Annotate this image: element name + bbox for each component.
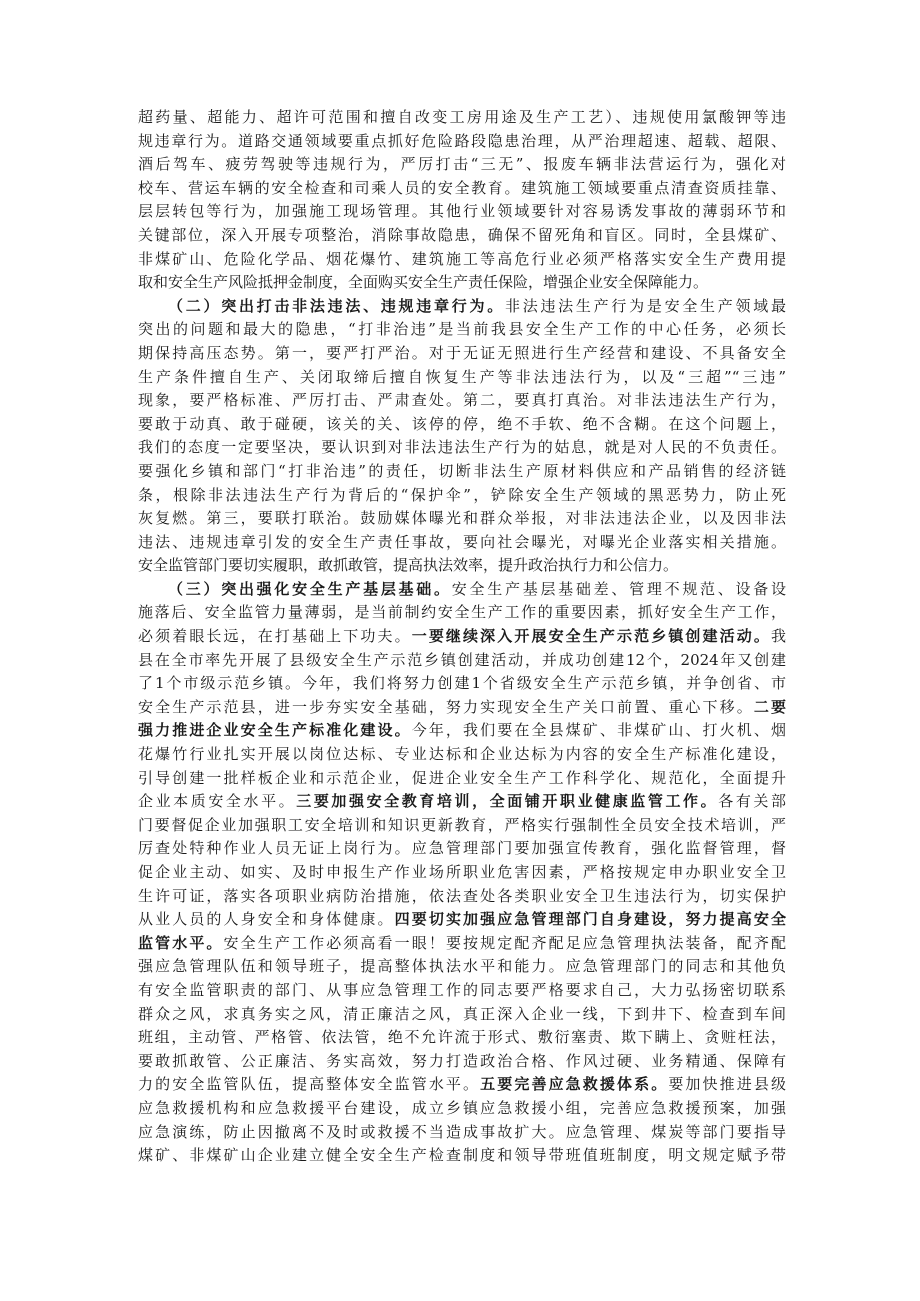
bold-run: 二要 <box>753 697 786 716</box>
text-line: 应急演练，防止因撤离不及时或救援不当造成事故扩大。应急管理、煤炭等部门要指导 <box>138 1122 786 1141</box>
text-line: 引导创建一批样板企业和示范企业，促进企业安全生产工作科学化、规范化，全面提升 <box>138 768 786 787</box>
text-line: 门要督促企业加强职工安全培训和知识更新教育，严格实行强制性全员安全技术培训，严 <box>138 815 786 834</box>
text-line: 安全监管部门要切实履职，敢抓敢管，提高执法效率，提升政治执行力和公信力。 <box>138 556 679 575</box>
text-line: 现象，要严格标准、严厉打击、严肃查处。第二，要真打真治。对非法违法生产行为， <box>138 391 786 410</box>
text-line: 超药量、超能力、超许可范围和擅自改变工房用途及生产工艺）、违规使用氯酸钾等违 <box>138 108 786 126</box>
text-line: 要敢抓敢管、公正廉洁、务实高效，努力打造政治合格、作风过硬、业务精通、保障有 <box>138 1051 786 1070</box>
bold-run: 四要切实加强应急管理部门自身建设，努力提高安全 <box>394 910 786 929</box>
text-run: 各有关部 <box>718 792 786 811</box>
text-line: 应急救援机构和应急救援平台建设，成立乡镇应急救援小组，完善应急救援预案，加强 <box>138 1098 786 1117</box>
bold-run: 强力推进企业安全生产标准化建设。 <box>138 721 412 740</box>
text-line <box>138 908 786 932</box>
text-line: 有安全监管职责的部门、从事应急管理工作的同志要严格要求自己，大力弘扬密切联系 <box>138 980 786 999</box>
text-run: 安全生产基层基础差、管理不规范、设备设 <box>451 579 786 598</box>
text-line <box>138 696 786 720</box>
text-line <box>138 719 786 743</box>
text-run: 企业本质安全水平。 <box>138 792 297 811</box>
bold-run: 监管水平。 <box>138 933 224 952</box>
text-line <box>138 1073 786 1097</box>
text-line: 生许可证，落实各项职业病防治措施，依法查处各类职业安全卫生违法行为，切实保护 <box>138 886 786 905</box>
paragraph-1 <box>138 106 786 295</box>
text-line: 规违章行为。道路交通领域要重点抓好危险路段隐患治理，从严治理超速、超载、超限、 <box>138 131 786 150</box>
paragraph-2 <box>138 295 786 578</box>
text-line: 校车、营运车辆的安全检查和司乘人员的安全教育。建筑施工领域要重点清查资质挂靠、 <box>138 178 786 197</box>
text-line: 非煤矿山、危险化学品、烟花爆竹、建筑施工等高危行业必须严格落实安全生产费用提 <box>138 249 786 268</box>
bold-run: 三要加强安全教育培训，全面铺开职业健康监管工作。 <box>296 792 719 811</box>
text-line: 强应急管理队伍和领导班子，提高整体执法水平和能力。应急管理部门的同志和其他负 <box>138 957 786 976</box>
text-line: 促企业主动、如实、及时申报生产作业场所职业危害因素，严格按规定申办职业安全卫 <box>138 863 786 881</box>
bold-run: 五要完善应急救援体系。 <box>480 1075 669 1094</box>
section-heading: （二）突出打击非法违法、违规违章行为。 <box>168 296 505 315</box>
text-run: 要加快推进县级 <box>668 1075 786 1094</box>
text-line: 期保持高压态势。第一，要严打严治。对于无证无照进行生产经营和建设、不具备安全 <box>138 343 786 362</box>
text-run: 非法违法生产行为是安全生产领域最 <box>504 296 786 315</box>
text-line: 县在全市率先开展了县级安全生产示范乡镇创建活动，并成功创建12个，2024年又创建 <box>138 650 786 669</box>
text-line <box>138 295 786 319</box>
text-line: 厉查处特种作业人员无证上岗行为。应急管理部门要加强宣传教育，强化监督管理，督 <box>138 839 786 858</box>
text-line: 我们的态度一定要坚决，要认识到对非法违法生产行为的姑息，就是对人民的不负责任。 <box>138 438 786 457</box>
text-line: 要强化乡镇和部门“打非治违”的责任，切断非法生产原材料供应和产品销售的经济链 <box>138 461 786 480</box>
text-line: 施落后、安全监管力量薄弱，是当前制约安全生产工作的重要因素，抓好安全生产工作， <box>138 603 786 622</box>
text-line: 煤矿、非煤矿山企业建立健全安全生产检查制度和领导带班值班制度，明文规定赋予带 <box>138 1146 786 1165</box>
text-run: 我 <box>770 627 786 646</box>
text-line <box>138 578 786 602</box>
text-line: 突出的问题和最大的隐患，“打非治违”是当前我县安全生产工作的中心任务，必须长 <box>138 320 786 339</box>
text-run: 力的安全监管队伍，提高整体安全监管水平。 <box>138 1075 481 1094</box>
paragraph-3 <box>138 578 786 1168</box>
text-line <box>138 932 786 956</box>
text-run: 必须着眼长远，在打基础上下功夫。 <box>138 627 412 646</box>
text-line: 灰复燃。第三，要联打联治。鼓励媒体曝光和群众举报，对非法违法企业，以及因非法 <box>138 509 786 528</box>
text-line: 违法、违规违章引发的安全生产责任事故，要向社会曝光，对曝光企业落实相关措施。 <box>138 532 786 551</box>
text-run: 安全生产工作必须高看一眼！要按规定配齐配足应急管理执法装备，配齐配 <box>223 933 786 952</box>
text-line <box>138 790 786 814</box>
text-line: 班组，主动管、严格管、依法管，绝不允许流于形式、敷衍塞责、欺下瞒上、贪赃枉法， <box>138 1028 786 1047</box>
text-line: 生产条件擅自生产、关闭取缔后擅自恢复生产等非法违法行为，以及“三超”“三违” <box>138 367 786 386</box>
text-line: 层层转包等行为，加强施工现场管理。其他行业领域要针对容易诱发事故的薄弱环节和 <box>138 202 786 221</box>
text-line: 群众之风，求真务实之风，清正廉洁之风，真正深入企业一线，下到井下、检查到车间 <box>138 1004 786 1023</box>
text-run: 从业人员的人身安全和身体健康。 <box>138 910 395 929</box>
text-line: 取和安全生产风险抵押金制度，全面购买安全生产责任保险，增强企业安全保障能力。 <box>138 273 709 292</box>
text-line: 了1个市级示范乡镇。今年，我们将努力创建1个省级安全生产示范乡镇，并争创省、市 <box>138 674 786 693</box>
text-line: 条，根除非法违法生产行为背后的“保护伞”，铲除安全生产领域的黑恶势力，防止死 <box>138 485 786 504</box>
text-line: 花爆竹行业扎实开展以岗位达标、专业达标和企业达标为内容的安全生产标准化建设， <box>138 745 786 764</box>
section-heading: （三）突出强化安全生产基层基础。 <box>168 579 452 598</box>
text-line <box>138 625 786 649</box>
text-line: 酒后驾车、疲劳驾驶等违规行为，严厉打击“三无”、报废车辆非法营运行为，强化对 <box>138 155 786 174</box>
text-line: 关键部位，深入开展专项整治，消除事故隐患，确保不留死角和盲区。同时，全县煤矿、 <box>138 225 786 244</box>
bold-run: 一要继续深入开展安全生产示范乡镇创建活动。 <box>411 627 771 646</box>
text-line: 要敢于动真、敢于碰硬，该关的关、该停的停，绝不手软、绝不含糊。在这个问题上， <box>138 414 786 433</box>
text-run: 今年，我们要在全县煤矿、非煤矿山、打火机、烟 <box>411 721 786 740</box>
text-run: 安全生产示范县，进一步夯实安全基础，努力实现安全生产关口前置、重心下移。 <box>138 697 754 716</box>
